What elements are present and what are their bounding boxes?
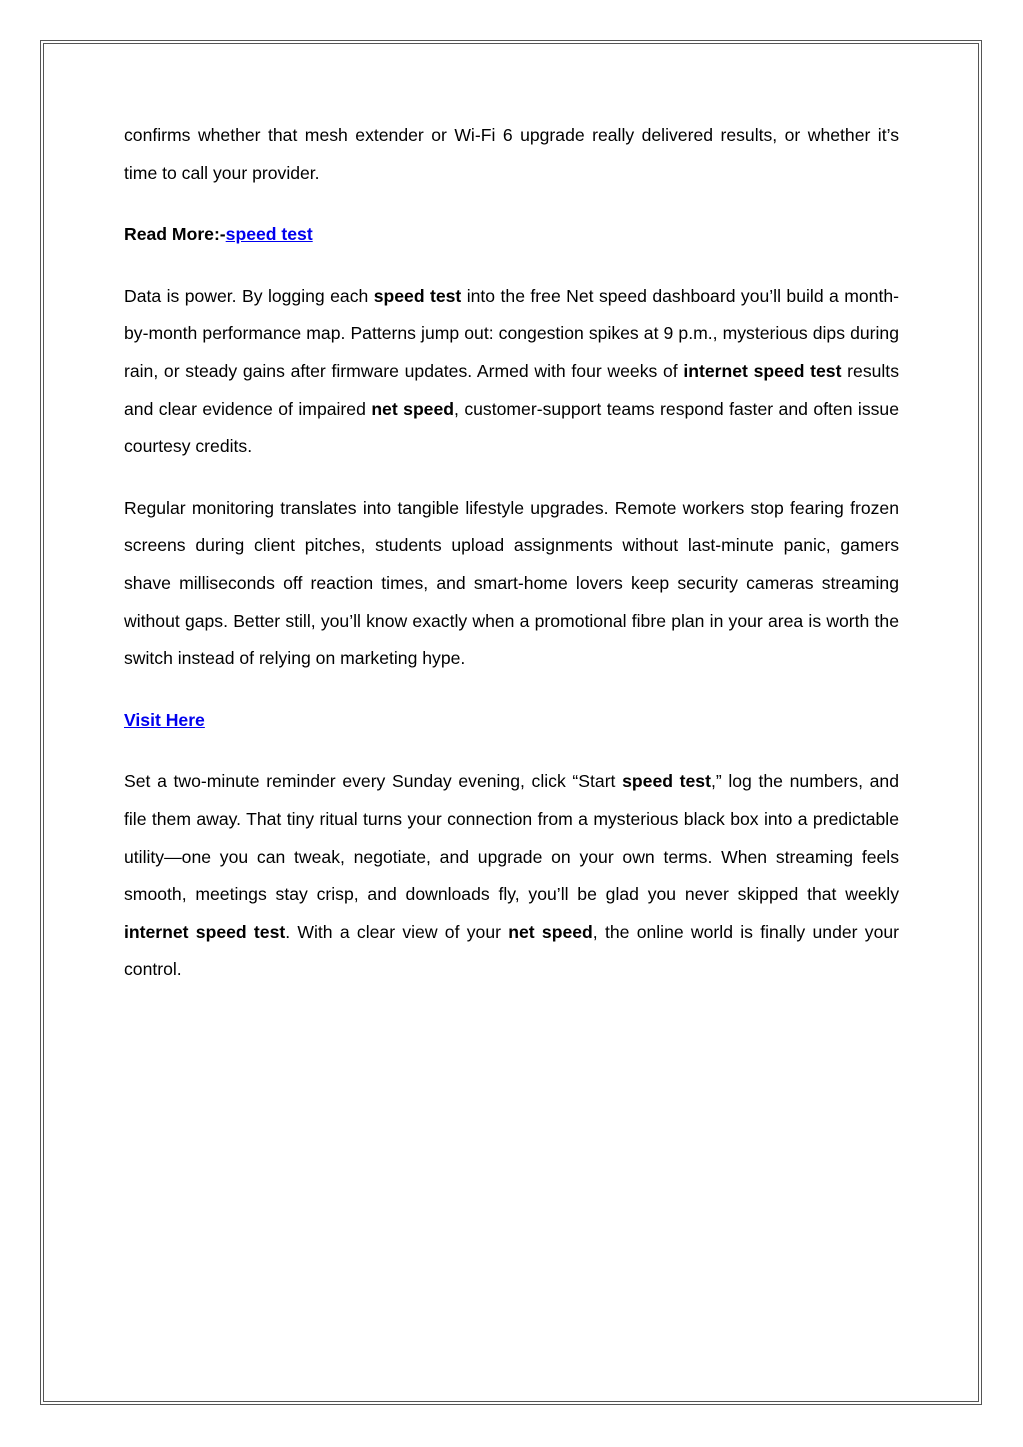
bold-keyword: speed test	[622, 771, 711, 792]
bold-keyword: internet speed test	[683, 360, 842, 381]
bold-keyword: internet speed test	[124, 921, 286, 942]
document-body	[124, 117, 899, 1013]
text-segment: Set a two-minute reminder every Sunday evening, click “Start	[124, 771, 623, 792]
text-segment: Data is power. By logging each	[124, 285, 374, 306]
visit-here-link[interactable]: Visit Here	[124, 709, 205, 730]
read-more-line	[124, 216, 899, 254]
read-more-label: Read More:-	[124, 224, 226, 245]
bold-keyword: net speed	[508, 921, 593, 942]
text-segment: . With a clear view of your	[285, 921, 509, 942]
bold-keyword: speed test	[373, 285, 462, 306]
text-segment: into the free Net speed dashboard you’ll build a month-by-month performance map. Patterns jump out: congestion spikes at 9 p.m., mysterious dips during rain, or steady gains after firmware updates. Armed with four weeks of	[124, 285, 900, 381]
text-segment: results and clear evidence of impaired	[124, 360, 899, 419]
visit-here-line	[124, 702, 899, 740]
bold-keyword: net speed	[371, 398, 455, 419]
paragraph-weekly-reminder	[124, 763, 899, 989]
speed-test-link[interactable]: speed test	[225, 224, 313, 245]
paragraph-data-is-power	[124, 278, 899, 466]
paragraph-regular-monitoring: Regular monitoring translates into tangible lifestyle upgrades. Remote workers stop fearing frozen screens during client pitches, students upload assignments without last-minute panic, gamers shave milliseconds off reaction times, and smart-home lovers keep security cameras streaming without gaps. Better still, you’ll know exactly when a promotional fibre plan in your area is worth the switch instead of relying on marketing hype.	[124, 497, 899, 669]
paragraph-intro: confirms whether that mesh extender or Wi-Fi 6 upgrade really delivered results, or whether it’s time to call your provider.	[124, 125, 899, 183]
text-segment: , customer-support teams respond faster and often issue courtesy credits.	[124, 398, 899, 457]
text-segment: ,” log the numbers, and file them away. That tiny ritual turns your connection from a mysterious black box into a predictable utility—one you can tweak, negotiate, and upgrade on your own terms. When streaming feels smooth, meetings stay crisp, and downloads fly, you’ll be glad you never skipped that weekly	[124, 771, 899, 905]
text-segment: , the online world is finally under your control.	[124, 921, 899, 980]
